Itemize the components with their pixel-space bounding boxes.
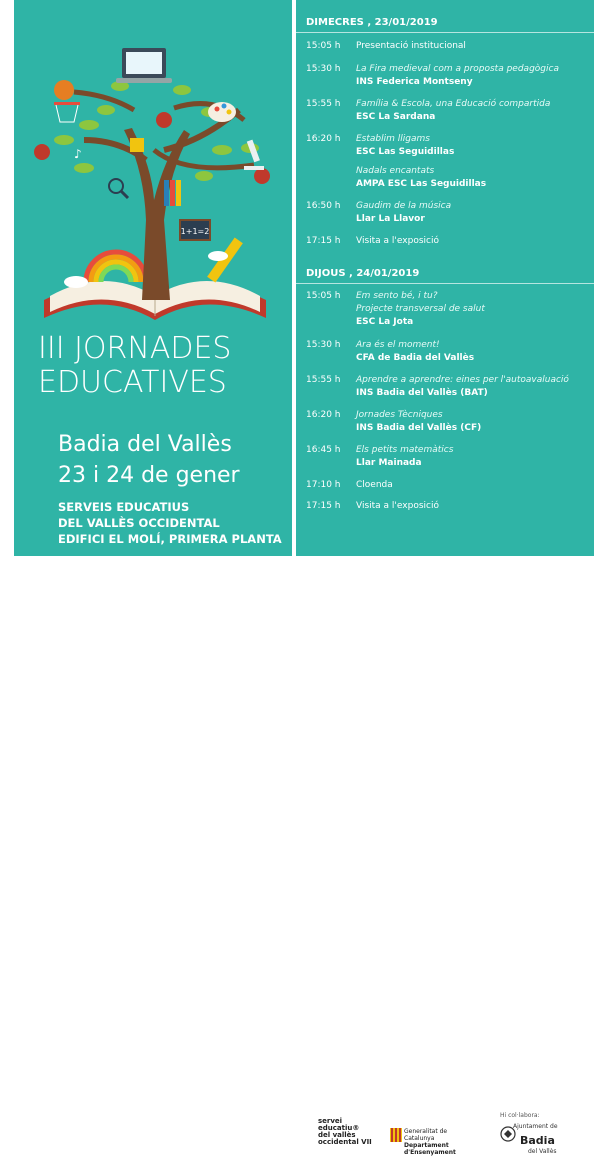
row-time: 15:30 h (306, 340, 341, 350)
event-title (38, 332, 296, 400)
logo1-line2: educatiu® (318, 1124, 360, 1132)
row-time: 16:20 h (306, 410, 341, 420)
logo1-line4: occidental VII (318, 1138, 372, 1146)
generalitat-flag-icon (390, 1128, 402, 1142)
badia-logo-sub: del Vallès (528, 1148, 557, 1155)
row-time: 17:15 h (306, 501, 341, 511)
footer-logos (0, 556, 600, 1156)
servei-educatiu-logo (318, 1118, 388, 1146)
event-dates: 23 i 24 de gener (58, 463, 240, 488)
generalitat-logo (404, 1128, 474, 1156)
row-time: 15:55 h (306, 375, 341, 385)
collaborator-label: Hi col·labora: (500, 1112, 540, 1119)
row-talk: Jornades Tècniques (356, 410, 443, 420)
logo2-line2: Departament (404, 1142, 449, 1149)
row-talk: Establim lligams (356, 134, 430, 144)
organizer-line3: EDIFICI EL MOLÍ, PRIMERA PLANTA (58, 532, 282, 546)
row-venue: ESC La Jota (356, 317, 414, 327)
row-time: 17:10 h (306, 480, 341, 490)
svg-text:♪: ♪ (74, 147, 82, 161)
row-venue: Llar La Llavor (356, 214, 425, 224)
row-venue: CFA de Badia del Vallès (356, 353, 475, 363)
day2-heading: DIJOUS , 24/01/2019 (306, 268, 420, 279)
row-plain: Visita a l'exposició (356, 236, 439, 246)
logo1-line3: del vallès (318, 1131, 356, 1139)
row-time: 15:30 h (306, 64, 341, 74)
row-venue: AMPA ESC Las Seguidillas (356, 179, 487, 189)
logo2-line3: d'Ensenyament (404, 1149, 456, 1156)
row-time: 17:15 h (306, 236, 341, 246)
row-talk: Aprendre a aprendre: eines per l'autoavaluació (356, 375, 569, 385)
day2-separator (296, 283, 594, 284)
row-venue: INS Badia del Vallès (BAT) (356, 388, 488, 398)
row-talk: Em sento bé, i tu? (356, 291, 438, 301)
ajuntament-label: Ajuntament de (513, 1123, 558, 1130)
education-tree-illustration (14, 0, 296, 330)
row-time: 15:05 h (306, 41, 341, 51)
row-venue: ESC Las Seguidillas (356, 147, 455, 157)
row-talk: Ara és el moment! (356, 340, 440, 350)
row-talk: Nadals encantats (356, 166, 435, 176)
row-venue: INS Federica Montseny (356, 77, 473, 87)
day1-heading: DIMECRES , 23/01/2019 (306, 17, 438, 28)
row-talk: Gaudim de la música (356, 201, 452, 211)
row-talk: Família & Escola, una Educació compartida (356, 99, 551, 109)
day1-separator (296, 32, 594, 33)
row-plain: Presentació institucional (356, 41, 466, 51)
chalkboard-text: 1+1=2 (180, 227, 210, 236)
organizer-line1: SERVEIS EDUCATIUS (58, 500, 190, 514)
row-plain: Cloenda (356, 480, 393, 490)
row-talk: La Fira medieval com a proposta pedagògica (356, 64, 559, 74)
row-plain: Visita a l'exposició (356, 501, 439, 511)
row-time: 16:50 h (306, 201, 341, 211)
organizer-block (58, 499, 306, 547)
organizer-line2: DEL VALLÈS OCCIDENTAL (58, 516, 220, 530)
logo1-line1: servei (318, 1117, 343, 1125)
row-time: 15:05 h (306, 291, 341, 301)
schedule-panel (296, 0, 594, 572)
row-time: 16:20 h (306, 134, 341, 144)
row-time: 16:45 h (306, 445, 341, 455)
row-talk: Els petits matemàtics (356, 445, 454, 455)
event-title-line2: EDUCATIVES (38, 365, 227, 400)
row-venue: INS Badia del Vallès (CF) (356, 423, 482, 433)
row-venue: ESC La Sardana (356, 112, 436, 122)
badia-logo-name: Badia (520, 1134, 555, 1147)
event-place: Badia del Vallès (58, 432, 232, 457)
row-time: 15:55 h (306, 99, 341, 109)
logo2-line1: Generalitat de Catalunya (404, 1128, 448, 1142)
row-venue: Llar Mainada (356, 458, 422, 468)
poster-left-panel (14, 0, 296, 572)
event-title-line1: III JORNADES (38, 331, 232, 366)
row-talk-sub: Projecte transversal de salut (356, 304, 485, 314)
